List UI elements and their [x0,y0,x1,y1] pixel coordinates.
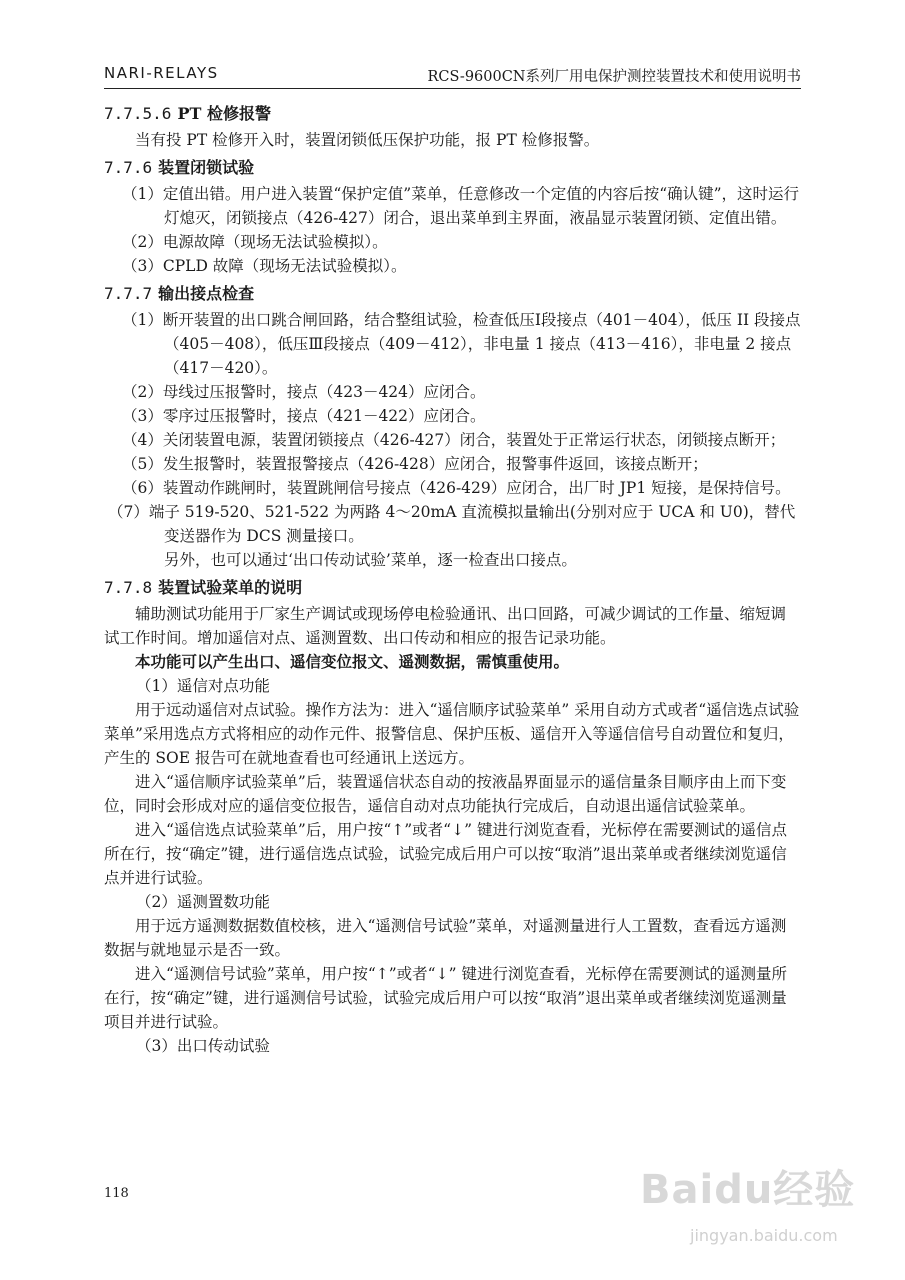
subsection-title: （2）遥测置数功能 [136,893,270,911]
list-item: （2）母线过压报警时，接点（423－424）应闭合。 [122,383,486,401]
list-item: （3）零序过压报警时，接点（421－422）应闭合。 [122,407,486,425]
list-item: （1）定值出错。用户进入装置“保护定值”菜单，任意修改一个定值的内容后按“确认键”，这时运行灯熄灭，闭锁接点（426-427）闭合，退出菜单到主界面，液晶显示装置闭锁、定值出错。 [122,185,800,227]
paragraph: 用于远动遥信对点试验。操作方法为：进入“遥信顺序试验菜单” 采用自动方式或者“遥信选点试验菜单”采用选点方式将相应的动作元件、报警信息、保护压板、遥信开入等遥信信号自动置位和复归，产生的 SOE 报告可在就地查看也可经通讯上送远方。 [104,701,800,767]
list-item: （1）断开装置的出口跳合闸回路，结合整组试验，检查低压Ⅰ段接点（401－404），低压 II 段接点（405－408），低压Ⅲ段接点（409－412），非电量 1 接点（413－416），非电量 2 接点（417－420）。 [122,311,801,377]
subsection-title: （3）出口传动试验 [136,1037,270,1055]
paragraph: 辅助测试功能用于厂家生产调试或现场停电检验通讯、出口回路，可减少调试的工作量、缩短调试工作时间。增加遥信对点、遥测置数、出口传动和相应的报告记录功能。 [104,605,787,647]
list-item: （4）关闭装置电源，装置闭锁接点（426-427）闭合，装置处于正常运行状态，闭锁接点断开； [122,431,786,449]
section-number: 7.7.5.6 [104,104,172,123]
section-title: 装置试验菜单的说明 [158,578,303,597]
section-778-heading [104,576,801,600]
paragraph: 用于远方遥测数据数值校核，进入“遥测信号试验”菜单，对遥测量进行人工置数，查看远方遥测数据与就地显示是否一致。 [104,917,787,959]
section-number: 7.7.6 [104,158,153,177]
list-item: （7）端子 519-520、521-522 为两路 4～20mA 直流模拟量输出(分别对应于 UCA 和 U0)，替代变送器作为 DCS 测量接口。 [108,503,796,545]
list-item: （6）装置动作跳闸时，装置跳闸信号接点（426-429）应闭合，出厂时 JP1 短接，是保持信号。 [122,479,791,497]
section-776-heading [104,156,801,180]
paragraph: 进入“遥信选点试验菜单”后，用户按“↑”或者“↓” 键进行浏览查看，光标停在需要测试的遥信点所在行，按“确定”键，进行遥信选点试验，试验完成后用户可以按“取消”退出菜单或者继续浏览遥信点并进行试验。 [104,821,787,887]
warning-text: 本功能可以产生出口、遥信变位报文、遥测数据，需慎重使用。 [135,652,570,671]
section-777-heading [104,282,801,306]
subsection-title: （1）遥信对点功能 [136,677,270,695]
section-number: 7.7.8 [104,578,153,597]
section-title: 装置闭锁试验 [158,158,255,177]
page-header [104,64,801,89]
page-content [104,98,801,1058]
header-doc-title: RCS-9600CN系列厂用电保护测控装置技术和使用说明书 [427,69,801,85]
list-item: （2）电源故障（现场无法试验模拟）。 [122,233,388,251]
header-brand: NARI-RELAYS [104,64,219,82]
paragraph: 进入“遥信顺序试验菜单”后，装置遥信状态自动的按液晶界面显示的遥信量条目顺序由上而下变位，同时会形成对应的遥信变位报告，遥信自动对点功能执行完成后，自动退出遥信试验菜单。 [104,773,787,815]
watermark-logo: Baidu经验 [640,1167,856,1213]
section-title: 输出接点检查 [158,284,255,303]
watermark-url: jingyan.baidu.com [690,1226,838,1245]
baidu-watermark [640,1140,890,1265]
section-7756-heading [104,102,801,126]
list-item: （3）CPLD 故障（现场无法试验模拟）。 [122,257,407,275]
paragraph: 进入“遥测信号试验”菜单，用户按“↑”或者“↓” 键进行浏览查看，光标停在需要测试的遥测量所在行，按“确定”键，进行遥测信号试验，试验完成后用户可以按“取消”退出菜单或者继续浏览遥测量项目并进行试验。 [104,965,787,1031]
section-number: 7.7.7 [104,284,153,303]
paragraph: 当有投 PT 检修开入时，装置闭锁低压保护功能，报 PT 检修报警。 [135,131,600,149]
paragraph: 另外，也可以通过‘出口传动试验’菜单，逐一检查出口接点。 [164,551,577,569]
section-title: PT 检修报警 [177,104,271,123]
page-number: 118 [104,1186,129,1201]
list-item: （5）发生报警时，装置报警接点（426-428）应闭合，报警事件返回，该接点断开； [122,455,708,473]
